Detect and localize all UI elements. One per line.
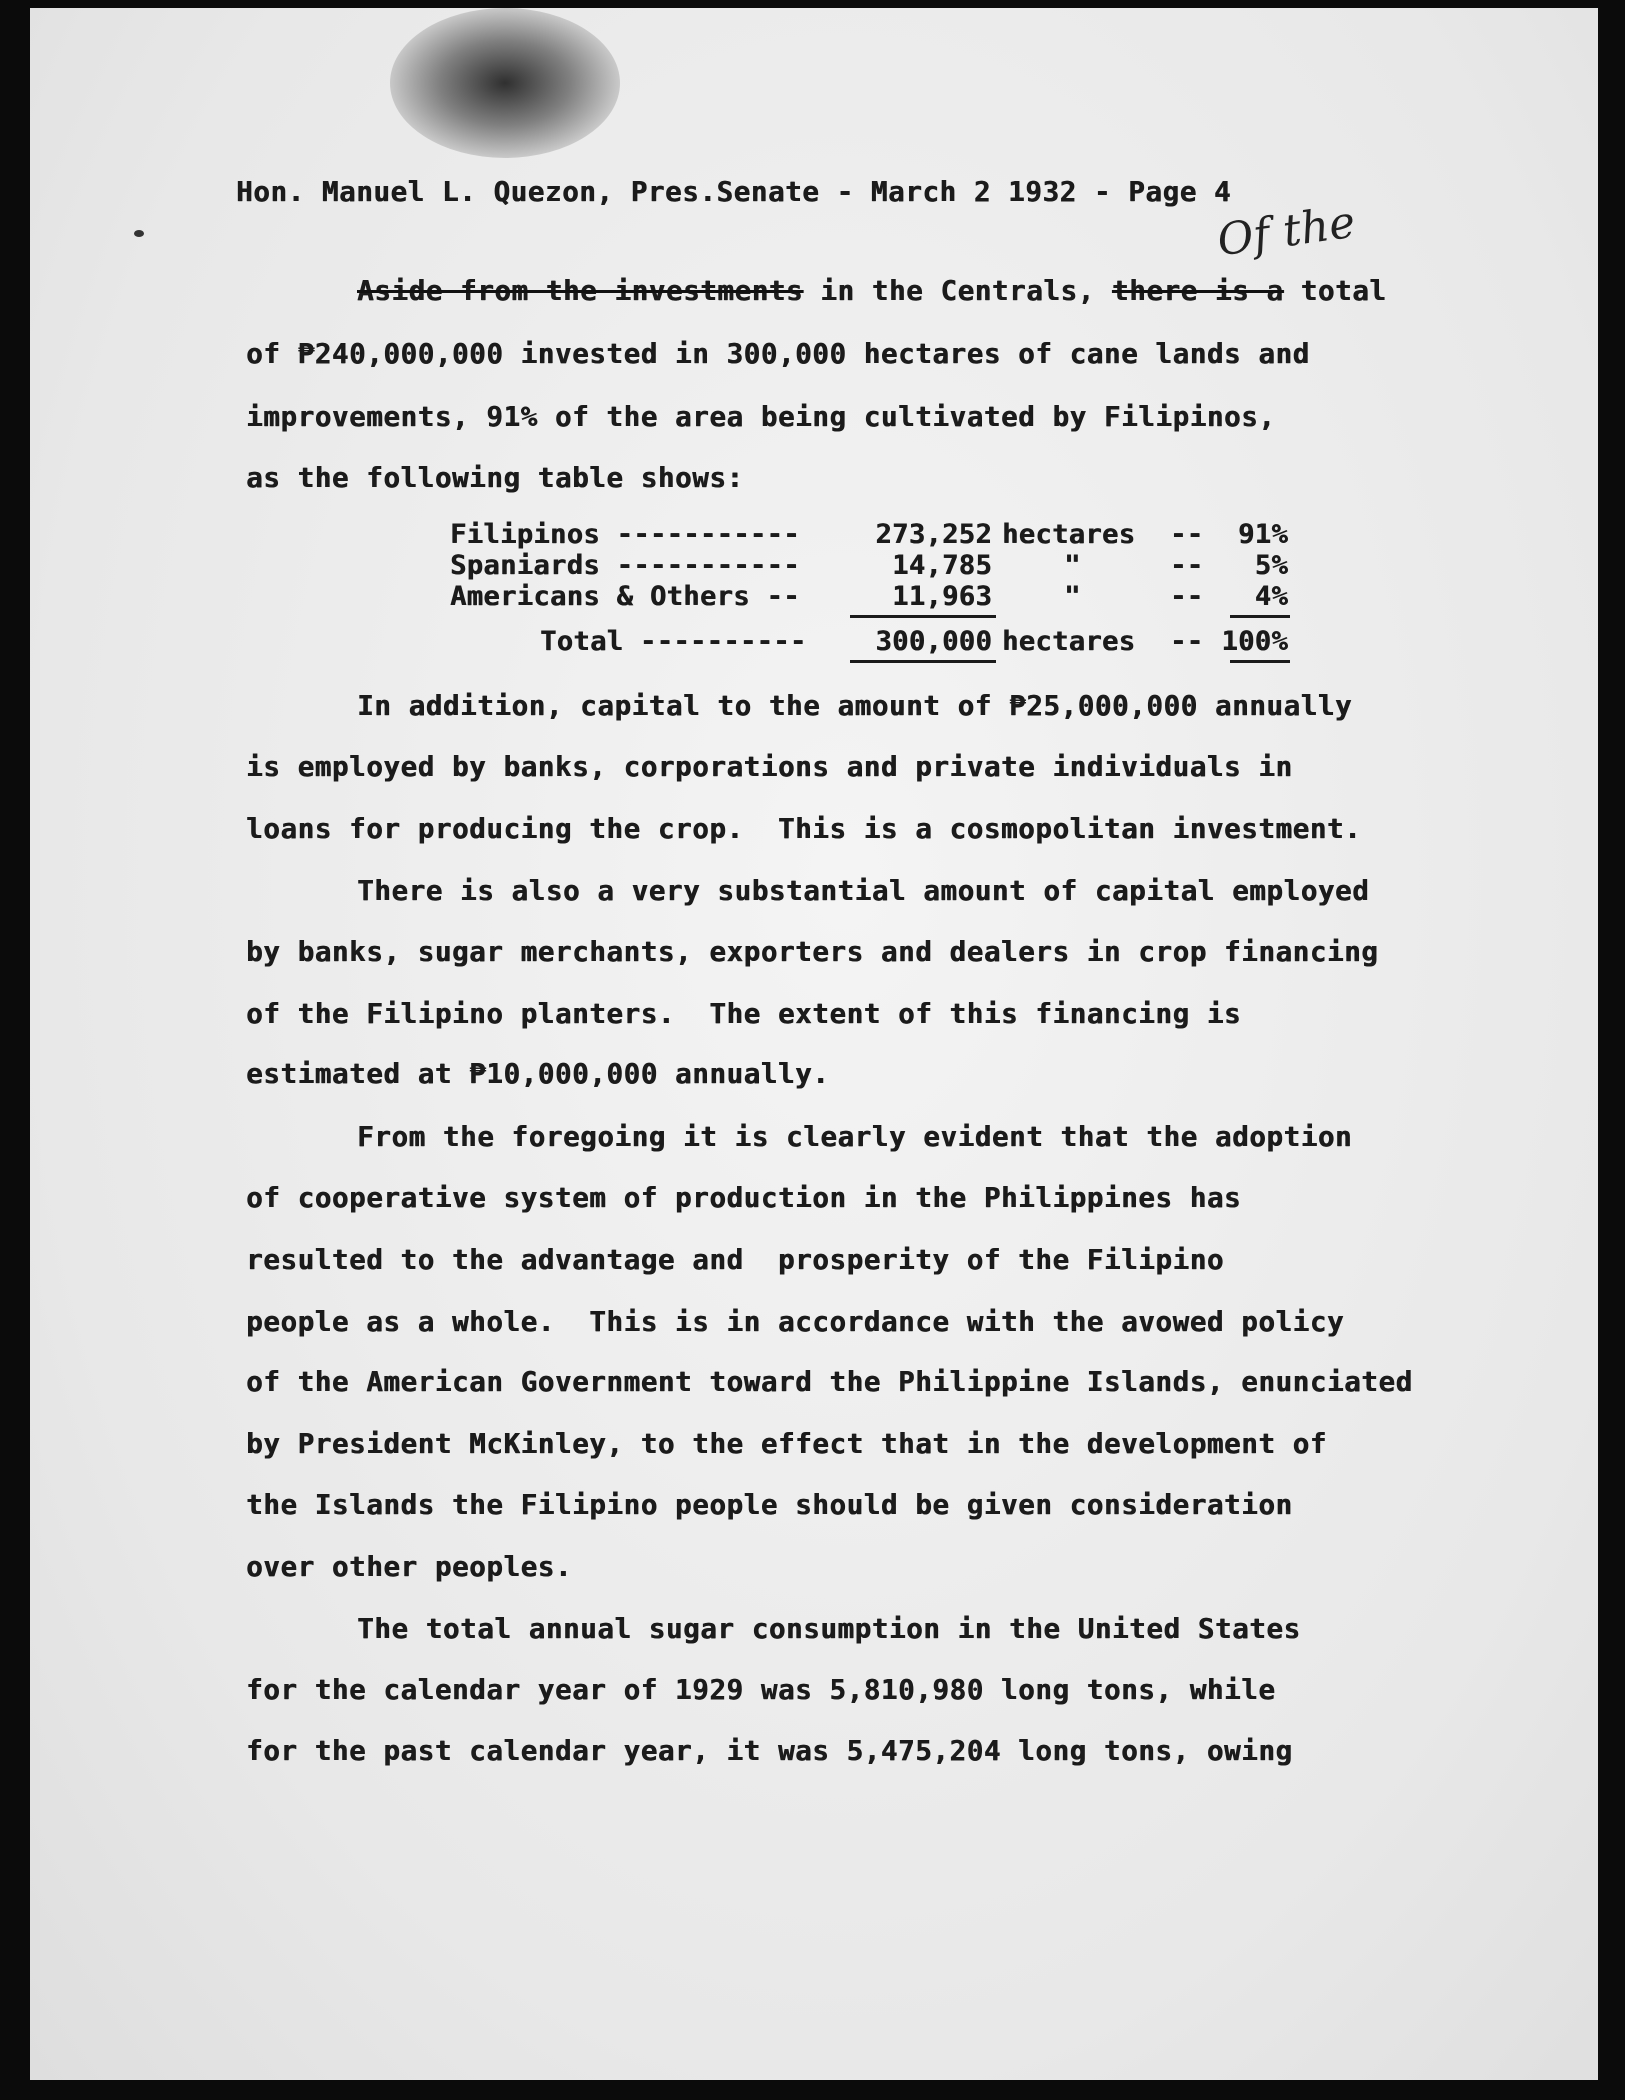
para4-line3: resulted to the advantage and prosperity of the Filipino	[246, 1244, 1224, 1276]
para4-line6: by President McKinley, to the effect that in the development of	[246, 1428, 1327, 1460]
struck-text-a: Aside from the investments	[357, 275, 804, 307]
table-underline	[1230, 660, 1290, 663]
para3-line2: by banks, sugar merchants, exporters and dealers in crop financing	[246, 936, 1379, 968]
table-row: Spaniards ----------- 14,785 " -- 5%	[450, 550, 1288, 581]
para1-line4: as the following table shows:	[246, 462, 744, 494]
para1-middle: in the Centrals,	[803, 275, 1112, 307]
handwritten-insert: Of the	[1214, 196, 1359, 267]
table-underline	[850, 660, 996, 663]
para4-line5: of the American Government toward the Philippine Islands, enunciated	[246, 1366, 1413, 1398]
para1-line2: of ₱240,000,000 invested in 300,000 hectares of cane lands and	[246, 338, 1310, 370]
para1-line3: improvements, 91% of the area being cultivated by Filipinos,	[246, 401, 1276, 433]
para4-line8: over other peoples.	[246, 1551, 572, 1583]
table-underline	[850, 615, 996, 618]
ink-speck	[134, 230, 144, 237]
document-page	[30, 8, 1598, 2080]
para5-line1: The total annual sugar consumption in the United States	[357, 1613, 1301, 1645]
para3-line3: of the Filipino planters. The extent of this financing is	[246, 998, 1242, 1030]
para4-line2: of cooperative system of production in the Philippines has	[246, 1182, 1242, 1214]
table-total-row: Total ---------- 300,000 hectares -- 100%	[540, 626, 1288, 657]
para4-line1: From the foregoing it is clearly evident that the adoption	[357, 1121, 1353, 1153]
para1-line1	[357, 275, 1386, 307]
para1-end: total	[1283, 275, 1387, 307]
page-header: Hon. Manuel L. Quezon, Pres.Senate - March 2 1932 - Page 4	[236, 176, 1232, 208]
para4-line7: the Islands the Filipino people should be given consideration	[246, 1489, 1293, 1521]
table-row: Filipinos ----------- 273,252 hectares -- 91%	[450, 519, 1288, 550]
para2-line3: loans for producing the crop. This is a cosmopolitan investment.	[246, 813, 1362, 845]
para5-line2: for the calendar year of 1929 was 5,810,980 long tons, while	[246, 1674, 1276, 1706]
para4-line4: people as a whole. This is in accordance with the avowed policy	[246, 1306, 1345, 1338]
para2-line2: is employed by banks, corporations and private individuals in	[246, 751, 1293, 783]
ink-smudge	[390, 8, 620, 158]
table-underline	[1230, 615, 1290, 618]
struck-text-b: there is a	[1111, 275, 1284, 307]
table-row: Americans & Others -- 11,963 " -- 4%	[450, 581, 1288, 612]
para5-line3: for the past calendar year, it was 5,475,204 long tons, owing	[246, 1735, 1293, 1767]
para3-line4: estimated at ₱10,000,000 annually.	[246, 1058, 830, 1090]
para2-line1: In addition, capital to the amount of ₱25,000,000 annually	[357, 690, 1353, 722]
para3-line1: There is also a very substantial amount of capital employed	[357, 875, 1370, 907]
